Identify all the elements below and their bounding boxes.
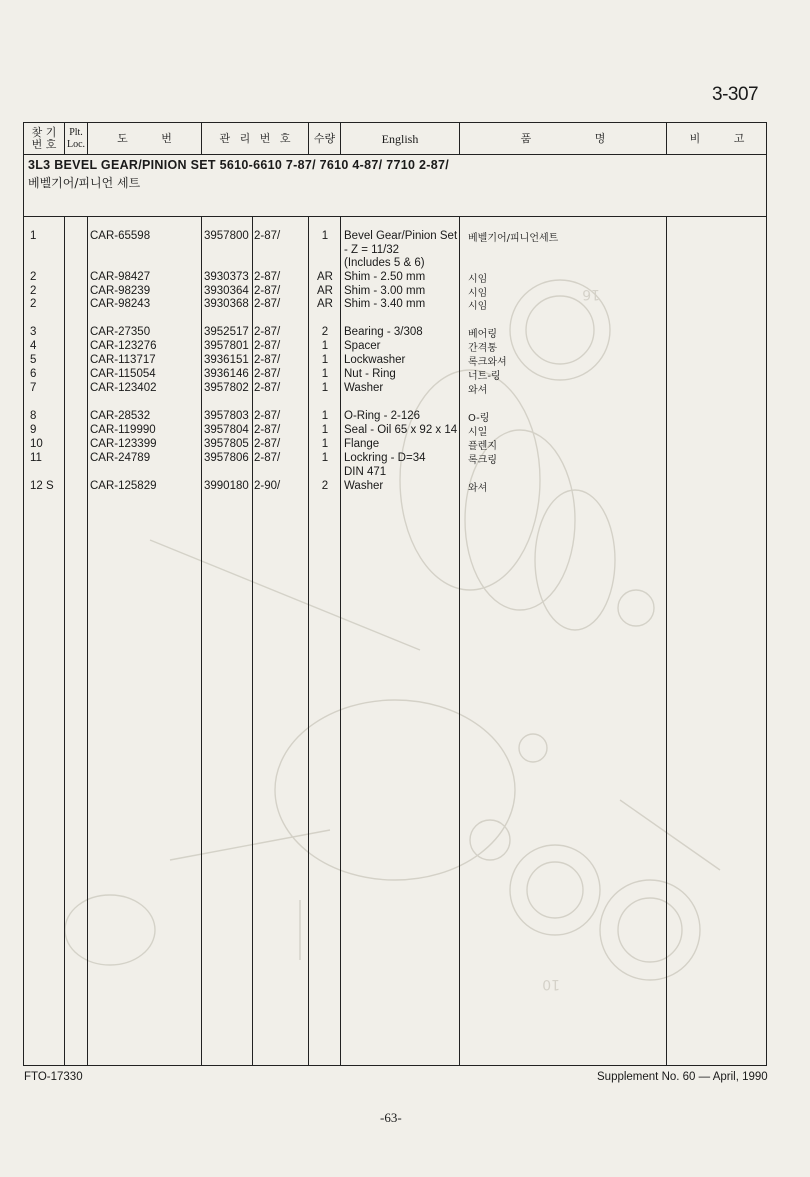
- effective-date: 2-87/: [254, 298, 281, 310]
- ref-number: 8: [30, 410, 37, 422]
- english-description: O-Ring - 2-126: [344, 410, 421, 422]
- header-ref-line2: 번 호: [31, 137, 57, 151]
- section-divider: [24, 216, 766, 217]
- korean-name: 간격통: [468, 343, 497, 354]
- quantity: 1: [321, 368, 329, 380]
- effective-date: 2-87/: [254, 326, 281, 338]
- ref-number: 2: [30, 271, 37, 283]
- ref-number: 3: [30, 326, 37, 338]
- ref-number: 9: [30, 424, 37, 436]
- english-description: Washer: [344, 382, 384, 394]
- header-english: English: [381, 131, 419, 146]
- english-description: Flange: [344, 438, 380, 450]
- page-footer-number: -63-: [380, 1110, 402, 1125]
- quantity: 1: [321, 410, 329, 422]
- drawing-number: CAR-28532: [90, 410, 151, 422]
- effective-date: 2-87/: [254, 368, 281, 380]
- korean-name: 시일: [468, 427, 488, 438]
- management-number: 3930364: [204, 285, 249, 297]
- english-description: Spacer: [344, 340, 381, 352]
- korean-name: 너트-링: [468, 371, 501, 382]
- drawing-number: CAR-119990: [90, 424, 156, 436]
- column-divider: [201, 216, 202, 1065]
- korean-name: 와셔: [468, 385, 488, 396]
- ref-number: 2: [30, 298, 37, 310]
- korean-name: 베어링: [468, 329, 497, 340]
- management-number: 3957803: [204, 410, 249, 422]
- english-description: Lockwasher: [344, 354, 406, 366]
- supplement-note: Supplement No. 60 — April, 1990: [597, 1071, 768, 1083]
- ref-number: 5: [30, 354, 37, 366]
- drawing-number: CAR-27350: [90, 326, 151, 338]
- drawing-number: CAR-98427: [90, 271, 151, 283]
- english-description: Washer: [344, 480, 384, 492]
- english-description: Shim - 3.00 mm: [344, 285, 426, 297]
- page-number: 3-307: [712, 84, 759, 105]
- korean-name: 록크와셔: [468, 357, 507, 368]
- quantity: 1: [321, 424, 329, 436]
- column-divider: [340, 216, 341, 1065]
- effective-date: 2-87/: [254, 230, 281, 242]
- quantity: 2: [321, 480, 329, 492]
- quantity: AR: [317, 298, 333, 310]
- effective-date: 2-90/: [254, 480, 281, 492]
- header-ref: [24, 123, 64, 154]
- header-drawing: 도 번: [117, 131, 172, 145]
- quantity: 1: [321, 452, 329, 464]
- ref-number: 4: [30, 340, 37, 352]
- header-plt-loc: [65, 123, 87, 154]
- document-code: FTO-17330: [24, 1071, 83, 1083]
- quantity: 1: [321, 438, 329, 450]
- watermark-label: 16: [582, 286, 600, 302]
- header-plt-line1: Plt.: [69, 126, 83, 138]
- effective-date: 2-87/: [254, 354, 281, 366]
- header-name: 품 명: [520, 131, 606, 145]
- column-divider: [666, 216, 667, 1065]
- korean-name: 베벨기어/피니언세트: [468, 233, 559, 244]
- quantity: 1: [321, 230, 329, 242]
- effective-date: 2-87/: [254, 424, 281, 436]
- effective-date: 2-87/: [254, 438, 281, 450]
- header-management-no: 관 리 번 호: [219, 131, 291, 145]
- drawing-number: CAR-123402: [90, 382, 157, 394]
- management-number: 3936151: [204, 354, 249, 366]
- header-plt-line2: Loc.: [66, 138, 86, 150]
- drawing-number: CAR-98243: [90, 298, 151, 310]
- management-number: 3957801: [204, 340, 249, 352]
- quantity: AR: [317, 271, 333, 283]
- section-title: 3L3 BEVEL GEAR/PINION SET 5610-6610 7-87/ 7610 4-87/ 7710 2-87/: [28, 158, 449, 172]
- effective-date: 2-87/: [254, 271, 281, 283]
- quantity: 1: [321, 354, 329, 366]
- column-divider: [459, 216, 460, 1065]
- english-description: (Includes 5 & 6): [344, 257, 425, 269]
- management-number: 3957800: [204, 230, 249, 242]
- management-number: 3957805: [204, 438, 249, 450]
- quantity: 2: [321, 326, 329, 338]
- ref-number: 1: [30, 230, 37, 242]
- header-ref-line1: 찾 기: [31, 125, 57, 139]
- drawing-number: CAR-113717: [90, 354, 156, 366]
- management-number: 3930373: [204, 271, 249, 283]
- effective-date: 2-87/: [254, 285, 281, 297]
- korean-name: 플렌지: [468, 441, 497, 452]
- english-description: DIN 471: [344, 466, 387, 478]
- ref-number: 7: [30, 382, 37, 394]
- ref-number: 12 S: [30, 480, 54, 492]
- english-description: Lockring - D=34: [344, 452, 426, 464]
- korean-name: O-링: [468, 413, 490, 424]
- management-number: 3957806: [204, 452, 249, 464]
- drawing-number: CAR-123276: [90, 340, 157, 352]
- drawing-number: CAR-65598: [90, 230, 151, 242]
- quantity: 1: [321, 340, 329, 352]
- korean-name: 시임: [468, 274, 488, 285]
- column-divider: [252, 216, 253, 1065]
- drawing-number: CAR-98239: [90, 285, 151, 297]
- english-description: Bevel Gear/Pinion Set: [344, 230, 458, 242]
- management-number: 3952517: [204, 326, 249, 338]
- korean-name: 록크링: [468, 455, 497, 466]
- quantity: 1: [321, 382, 329, 394]
- english-description: Shim - 3.40 mm: [344, 298, 426, 310]
- effective-date: 2-87/: [254, 340, 281, 352]
- english-description: - Z = 11/32: [344, 244, 400, 256]
- header-divider: [24, 154, 766, 155]
- ref-number: 2: [30, 285, 37, 297]
- drawing-number: CAR-123399: [90, 438, 157, 450]
- drawing-number: CAR-115054: [90, 368, 156, 380]
- english-description: Shim - 2.50 mm: [344, 271, 426, 283]
- section-subtitle: 베벨기어/피니언 세트: [28, 176, 141, 190]
- effective-date: 2-87/: [254, 382, 281, 394]
- english-description: Seal - Oil 65 x 92 x 14: [344, 424, 458, 436]
- ref-number: 11: [30, 452, 42, 464]
- korean-name: 시임: [468, 301, 488, 312]
- ref-number: 6: [30, 368, 37, 380]
- management-number: 3957802: [204, 382, 249, 394]
- management-number: 3957804: [204, 424, 249, 436]
- header-qty: 수량: [313, 131, 336, 145]
- drawing-number: CAR-125829: [90, 480, 157, 492]
- effective-date: 2-87/: [254, 452, 281, 464]
- header-remarks: 비 고: [689, 131, 745, 145]
- management-number: 3936146: [204, 368, 249, 380]
- column-divider: [87, 216, 88, 1065]
- watermark-label: 10: [542, 976, 560, 992]
- korean-name: 와셔: [468, 483, 488, 494]
- drawing-number: CAR-24789: [90, 452, 151, 464]
- parts-table: [23, 122, 767, 1066]
- management-number: 3990180: [204, 480, 249, 492]
- english-description: Bearing - 3/308: [344, 326, 423, 338]
- column-divider: [64, 216, 65, 1065]
- korean-name: 시임: [468, 288, 488, 299]
- column-divider: [308, 216, 309, 1065]
- effective-date: 2-87/: [254, 410, 281, 422]
- english-description: Nut - Ring: [344, 368, 396, 380]
- ref-number: 10: [30, 438, 43, 450]
- quantity: AR: [317, 285, 333, 297]
- management-number: 3930368: [204, 298, 249, 310]
